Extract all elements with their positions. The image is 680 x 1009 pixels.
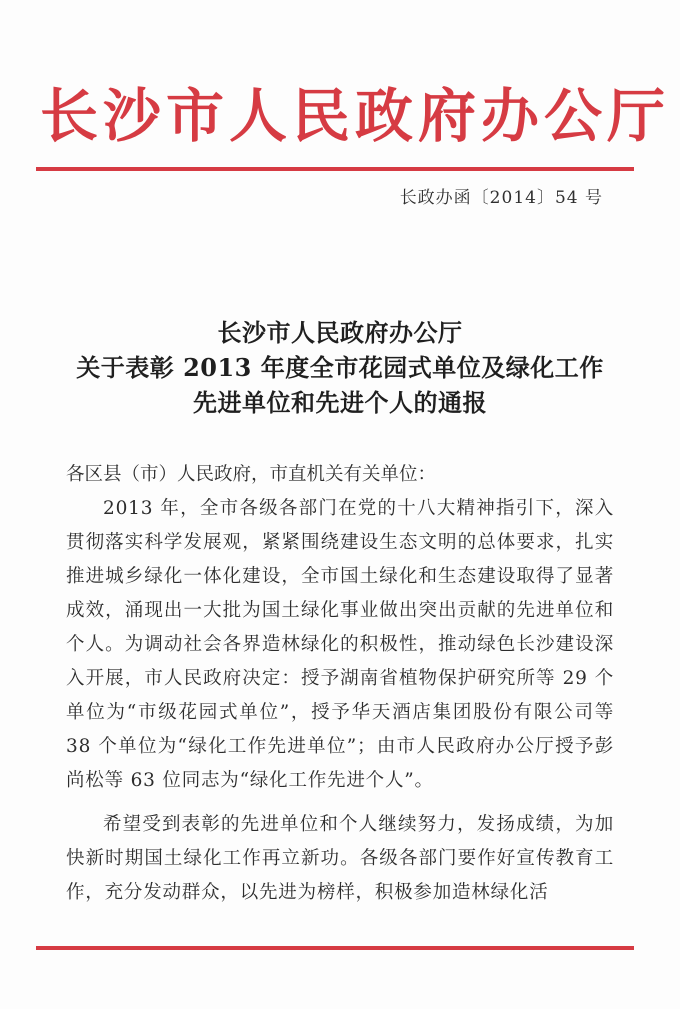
footer-red-rule [36, 946, 634, 950]
title-line-1: 长沙市人民政府办公厅 [217, 318, 463, 347]
document-body [66, 458, 614, 910]
letterhead-title: 长沙市人民政府办公厅 [40, 82, 671, 150]
body-paragraph: 希望受到表彰的先进单位和个人继续努力，发扬成绩，为加快新时期国土绿化工作再立新功。各级各部门要作好宣传教育工作，充分发动群众，以先进为榜样，积极参加造林绿化活 [66, 814, 614, 903]
title-line-3: 先进单位和先进个人的通报 [193, 388, 487, 417]
body-paragraph: 2013 年，全市各级各部门在党的十八大精神指引下，深入贯彻落实科学发展观，紧紧围绕建设生态文明的总体要求，扎实推进城乡绿化一体化建设，全市国土绿化和生态建设取得了显著成效，涌现出一大批为国土绿化事业做出突出贡献的先进单位和个人。为调动社会各界造林绿化的积极性，推动绿色长沙建设深入开展，市人民政府决定：授予湖南省植物保护研究所等 29 个单位为“市级花园式单位”，授予华天酒店集团股份有限公司等 38 个单位为“绿化工作先进单位”；由市人民政府办公厅授予彭尚松等 63 位同志为“绿化工作先进个人”。 [66, 498, 614, 791]
title-line-2: 关于表彰 2013 年度全市花园式单位及绿化工作 [76, 353, 604, 382]
document-title [40, 315, 640, 420]
salutation: 各区县（市）人民政府，市直机关有关单位： [66, 464, 437, 485]
document-number: 长政办函〔2014〕54 号 [399, 188, 603, 208]
letterhead-red-rule [36, 167, 634, 171]
